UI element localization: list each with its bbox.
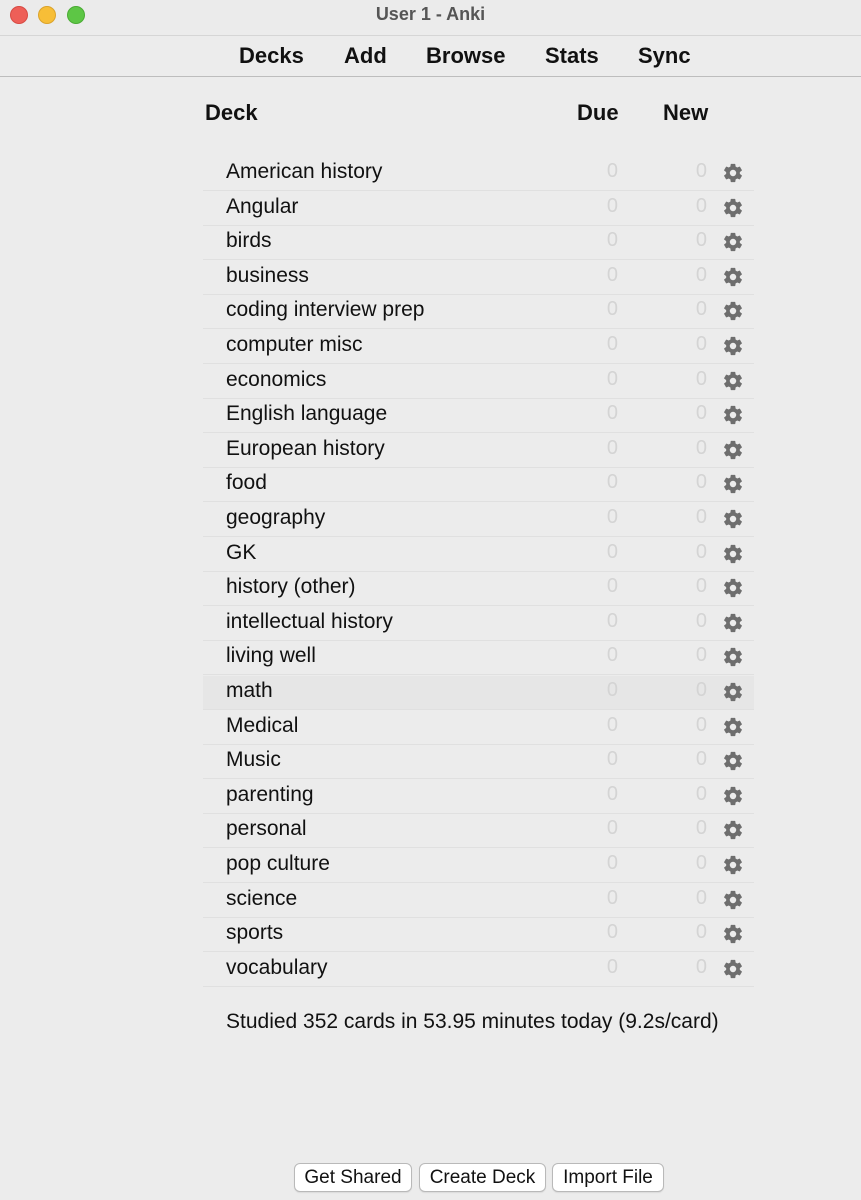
new-count: 0	[695, 506, 707, 528]
deck-row[interactable]	[203, 572, 754, 606]
deck-name[interactable]: birds	[226, 229, 272, 253]
gear-icon[interactable]	[722, 439, 744, 461]
deck-name[interactable]: intellectual history	[226, 609, 393, 633]
deck-name[interactable]: science	[226, 886, 298, 910]
deck-name[interactable]: Medical	[226, 713, 299, 737]
new-count: 0	[695, 333, 707, 355]
due-count: 0	[606, 229, 618, 252]
deck-row[interactable]	[203, 226, 754, 260]
deck-row[interactable]	[203, 918, 754, 952]
deck-row[interactable]	[203, 641, 754, 675]
gear-icon[interactable]	[722, 785, 744, 807]
due-count: 0	[606, 644, 618, 667]
new-count: 0	[695, 748, 707, 771]
deck-row[interactable]	[203, 676, 754, 710]
new-count: 0	[695, 609, 707, 632]
new-count: 0	[695, 194, 707, 217]
deck-row[interactable]	[203, 468, 754, 502]
deck-name[interactable]: math	[226, 679, 273, 702]
deck-name[interactable]: history (other)	[226, 575, 356, 599]
deck-name[interactable]: English language	[226, 402, 388, 426]
deck-row[interactable]	[203, 780, 754, 814]
gear-icon[interactable]	[722, 300, 744, 322]
gear-icon[interactable]	[722, 266, 744, 288]
main-toolbar	[0, 36, 861, 77]
deck-row[interactable]	[203, 503, 754, 537]
deck-name[interactable]: GK	[226, 540, 257, 564]
gear-icon[interactable]	[722, 716, 744, 738]
deck-name[interactable]: personal	[226, 817, 307, 841]
deck-row[interactable]	[203, 157, 754, 191]
gear-icon[interactable]	[722, 612, 744, 634]
gear-icon[interactable]	[722, 508, 744, 530]
new-count: 0	[695, 921, 707, 944]
new-count: 0	[695, 955, 707, 978]
due-count: 0	[606, 160, 618, 182]
due-count: 0	[606, 194, 618, 217]
gear-icon[interactable]	[722, 958, 744, 980]
deck-name[interactable]: geography	[226, 506, 326, 529]
deck-name[interactable]: living well	[226, 644, 316, 668]
gear-icon[interactable]	[722, 543, 744, 565]
deck-row[interactable]	[203, 953, 754, 987]
due-count: 0	[606, 540, 618, 563]
import-file-button[interactable]: Import File	[552, 1163, 664, 1192]
deck-row[interactable]	[203, 884, 754, 918]
gear-icon[interactable]	[722, 231, 744, 253]
toolbar-decks[interactable]: Decks	[239, 43, 304, 68]
gear-icon[interactable]	[722, 750, 744, 772]
gear-icon[interactable]	[722, 889, 744, 911]
due-count: 0	[606, 679, 618, 701]
gear-icon[interactable]	[722, 197, 744, 219]
gear-icon[interactable]	[722, 370, 744, 392]
due-count: 0	[606, 609, 618, 632]
gear-icon[interactable]	[722, 335, 744, 357]
deck-row[interactable]	[203, 711, 754, 745]
due-count: 0	[606, 436, 618, 459]
gear-icon[interactable]	[722, 923, 744, 945]
deck-row[interactable]	[203, 745, 754, 779]
deck-name[interactable]: economics	[226, 367, 327, 391]
gear-icon[interactable]	[722, 646, 744, 668]
deck-name[interactable]: vocabulary	[226, 955, 328, 979]
toolbar-add[interactable]: Add	[344, 43, 387, 68]
due-count: 0	[606, 817, 618, 840]
deck-column-header: Deck	[205, 100, 258, 125]
due-count: 0	[606, 921, 618, 944]
due-count: 0	[606, 333, 618, 355]
due-column-header: Due	[577, 100, 619, 125]
gear-icon[interactable]	[722, 681, 744, 703]
new-count: 0	[695, 679, 707, 701]
deck-row[interactable]	[203, 295, 754, 329]
due-count: 0	[606, 263, 618, 286]
deck-row[interactable]	[203, 538, 754, 572]
gear-icon[interactable]	[722, 854, 744, 876]
deck-row[interactable]	[203, 365, 754, 399]
due-count: 0	[606, 852, 618, 874]
title-bar	[0, 0, 861, 30]
deck-row[interactable]	[203, 814, 754, 848]
deck-name[interactable]: Music	[226, 748, 281, 772]
new-count: 0	[695, 471, 707, 494]
deck-row[interactable]	[203, 330, 754, 364]
due-count: 0	[606, 367, 618, 390]
new-count: 0	[695, 402, 707, 425]
deck-name[interactable]: business	[226, 263, 309, 287]
deck-name[interactable]: parenting	[226, 782, 314, 806]
new-count: 0	[695, 575, 707, 598]
new-count: 0	[695, 817, 707, 840]
new-count: 0	[695, 436, 707, 459]
due-count: 0	[606, 298, 618, 321]
toolbar-stats[interactable]: Stats	[545, 43, 599, 68]
new-count: 0	[695, 160, 707, 182]
deck-name[interactable]: computer misc	[226, 333, 363, 356]
new-count: 0	[695, 713, 707, 736]
new-count: 0	[695, 298, 707, 321]
due-count: 0	[606, 575, 618, 598]
due-count: 0	[606, 471, 618, 494]
deck-name[interactable]: European history	[226, 436, 385, 460]
due-count: 0	[606, 506, 618, 528]
due-count: 0	[606, 748, 618, 771]
new-count: 0	[695, 263, 707, 286]
new-count: 0	[695, 229, 707, 252]
deck-row[interactable]	[203, 607, 754, 641]
create-deck-button[interactable]: Create Deck	[419, 1163, 546, 1192]
deck-row[interactable]	[203, 434, 754, 468]
due-count: 0	[606, 886, 618, 909]
due-count: 0	[606, 713, 618, 736]
gear-icon[interactable]	[722, 162, 744, 184]
window-title: User 1 - Anki	[375, 4, 486, 24]
deck-name[interactable]: pop culture	[226, 852, 330, 875]
toolbar-browse[interactable]: Browse	[426, 43, 506, 68]
deck-row[interactable]	[203, 849, 754, 883]
due-count: 0	[606, 955, 618, 978]
get-shared-button[interactable]: Get Shared	[294, 1163, 412, 1192]
gear-icon[interactable]	[722, 819, 744, 841]
new-count: 0	[695, 886, 707, 909]
new-count: 0	[695, 782, 707, 805]
new-column-header: New	[663, 100, 709, 125]
new-count: 0	[695, 644, 707, 667]
deck-row[interactable]	[203, 261, 754, 295]
new-count: 0	[695, 367, 707, 390]
deck-name[interactable]: coding interview prep	[226, 298, 425, 322]
study-stats: Studied 352 cards in 53.95 minutes today (9.2s/card)	[226, 1010, 719, 1033]
deck-name[interactable]: American history	[226, 160, 383, 183]
new-count: 0	[695, 852, 707, 874]
deck-name[interactable]: sports	[226, 921, 284, 945]
deck-row[interactable]	[203, 192, 754, 226]
deck-name[interactable]: food	[226, 471, 267, 495]
toolbar-sync[interactable]: Sync	[638, 43, 691, 68]
new-count: 0	[695, 540, 707, 563]
due-count: 0	[606, 402, 618, 425]
gear-icon[interactable]	[722, 473, 744, 495]
gear-icon[interactable]	[722, 577, 744, 599]
deck-row[interactable]	[203, 399, 754, 433]
due-count: 0	[606, 782, 618, 805]
gear-icon[interactable]	[722, 404, 744, 426]
deck-name[interactable]: Angular	[226, 194, 299, 218]
